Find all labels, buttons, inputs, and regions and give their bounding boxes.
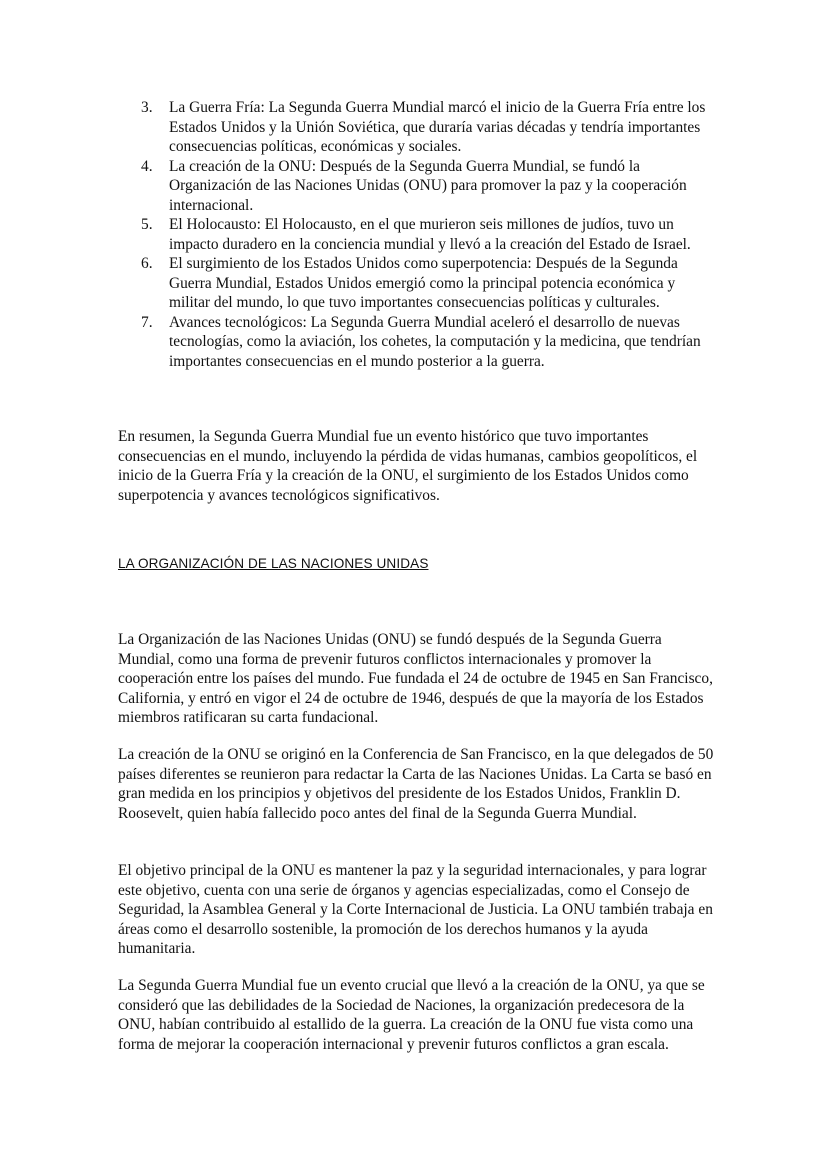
summary-paragraph: En resumen, la Segunda Guerra Mundial fue un evento histórico que tuvo importantes consecuencias en el mundo, incluyendo la pérdida de vidas humanas, cambios geopolíticos, el inicio de la Guerra Fría y la creación de la ONU, el surgimiento de los Estados Unidos como superpotencia y avances tecnológicos significativos. bbox=[118, 428, 698, 504]
list-item-text: La Guerra Fría: La Segunda Guerra Mundial marcó el inicio de la Guerra Fría entre los Estados Unidos y la Unión Soviética, que duraría varias décadas y tendría importantes consecuencias políticas, económicas y sociales. bbox=[169, 99, 706, 155]
consequences-list bbox=[118, 98, 718, 371]
list-item-text: El surgimiento de los Estados Unidos como superpotencia: Después de la Segunda Guerra Mundial, Estados Unidos emergió como la principal potencia económica y militar del mundo, lo que tuvo importantes consecuencias políticas y culturales. bbox=[169, 255, 678, 311]
list-item-number: 7. bbox=[141, 313, 153, 331]
body-paragraph: La Organización de las Naciones Unidas (ONU) se fundó después de la Segunda Guerra Mundial, como una forma de prevenir futuros conflictos internacionales y promover la cooperación entre los países del mundo. Fue fundada el 24 de octubre de 1945 en San Francisco, California, y entró en vigor el 24 de octubre de 1946, después de que la mayoría de los Estados miembros ratificaran su carta fundacional. bbox=[118, 631, 713, 726]
list-item bbox=[118, 313, 718, 372]
list-item-text: El Holocausto: El Holocausto, en el que murieron seis millones de judíos, tuvo un impacto duradero en la conciencia mundial y llevó a la creación del Estado de Israel. bbox=[169, 216, 691, 253]
body-paragraph: El objetivo principal de la ONU es mantener la paz y la seguridad internacionales, y para lograr este objetivo, cuenta con una serie de órganos y agencias especializadas, como el Consejo de Seguridad, la Asamblea General y la Corte Internacional de Justicia. La ONU también trabaja en áreas como el desarrollo sostenible, la promoción de los derechos humanos y la ayuda humanitaria. bbox=[118, 862, 713, 957]
list-item bbox=[118, 98, 718, 157]
list-item-number: 6. bbox=[141, 255, 153, 272]
body-paragraph: La creación de la ONU se originó en la Conferencia de San Francisco, en la que delegados de 50 países diferentes se reunieron para redactar la Carta de las Naciones Unidas. La Carta se basó en gran medida en los principios y objetivos del presidente de los Estados Unidos, Franklin D. Roosevelt, quien había fallecido poco antes del final de la Segunda Guerra Mundial. bbox=[118, 746, 714, 822]
list-item bbox=[118, 254, 718, 313]
list-item-text: La creación de la ONU: Después de la Segunda Guerra Mundial, se fundó la Organización de las Naciones Unidas (ONU) para promover la paz y la cooperación internacional. bbox=[169, 157, 687, 214]
list-item-text: Avances tecnológicos: La Segunda Guerra Mundial aceleró el desarrollo de nuevas tecnologías, como la aviación, los cohetes, la computación y la medicina, que tendrían importantes consecuencias en el mundo posterior a la guerra. bbox=[169, 313, 701, 370]
list-item-number: 4. bbox=[141, 157, 153, 175]
list-item-number: 3. bbox=[141, 99, 153, 116]
body-paragraph: La Segunda Guerra Mundial fue un evento crucial que llevó a la creación de la ONU, ya que se consideró que las debilidades de la Sociedad de Naciones, la organización predecesora de la ONU, habían contribuido al estallido de la guerra. La creación de la ONU fue vista como una forma de mejorar la cooperación internacional y prevenir futuros conflictos a gran escala. bbox=[118, 977, 705, 1053]
section-heading: LA ORGANIZACIÓN DE LAS NACIONES UNIDAS bbox=[118, 556, 429, 571]
list-item bbox=[118, 215, 718, 254]
list-item bbox=[118, 157, 718, 216]
list-item-number: 5. bbox=[141, 216, 153, 233]
